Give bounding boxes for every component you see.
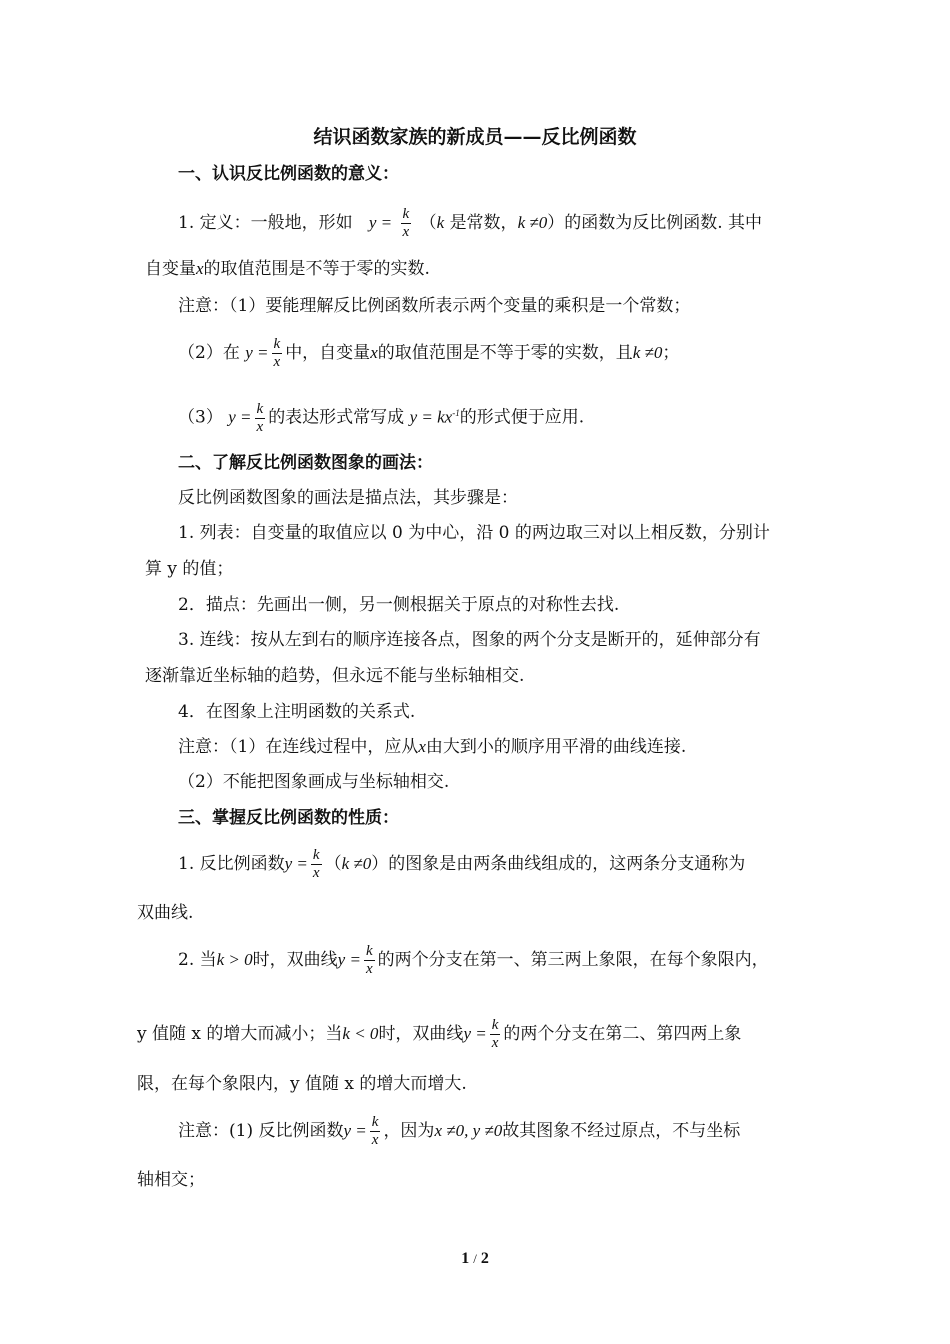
step1-line2: 算 y 的值； bbox=[145, 559, 234, 579]
math-y-eq: y = bbox=[245, 343, 269, 362]
fraction-k-over-x bbox=[272, 336, 283, 371]
fraction-k-over-x bbox=[311, 847, 322, 882]
denominator: x bbox=[256, 418, 264, 435]
fraction-k-over-x bbox=[490, 1017, 501, 1052]
note-text: 的表达形式常写成 bbox=[268, 407, 405, 428]
section2-heading: 二、了解反比例函数图象的画法： bbox=[178, 453, 433, 473]
math-y-eq: y = bbox=[368, 213, 393, 232]
math-x: x bbox=[196, 259, 204, 278]
note-text: 注意：(1) 反比例函数 bbox=[178, 1121, 344, 1141]
definition-text: 1. 定义：一般地，形如 bbox=[178, 213, 353, 233]
math-y-eq: y = bbox=[337, 950, 361, 969]
step1-line1: 1. 列表：自变量的取值应以 0 为中心，沿 0 的两边取三对以上相反数，分别计 bbox=[178, 523, 770, 543]
denominator: x bbox=[273, 354, 281, 370]
numerator: k bbox=[312, 847, 320, 863]
note-text: 注意：（1）在连线过程中，应从 bbox=[178, 737, 419, 757]
section2-note2: （2）不能把图象画成与坐标轴相交. bbox=[178, 772, 450, 792]
property-text: 1. 反比例函数 bbox=[178, 854, 285, 874]
page-total: 2 bbox=[480, 1250, 489, 1267]
property2-line1 bbox=[178, 937, 769, 983]
definition-text: 自变量 bbox=[145, 259, 196, 279]
property-text: 的两个分支在第一、第三两上象限，在每个象限内， bbox=[377, 950, 769, 970]
note-text: 故其图象不经过原点，不与坐标 bbox=[502, 1121, 741, 1141]
note-text: ； bbox=[662, 343, 680, 363]
math-k-gt-0: k > 0 bbox=[216, 950, 253, 969]
section2-note1 bbox=[178, 736, 686, 758]
note3 bbox=[178, 390, 584, 441]
note-text: 的形式便于应用. bbox=[459, 407, 585, 428]
paren-open: （ bbox=[324, 854, 342, 874]
page-separator: / bbox=[473, 1251, 477, 1266]
note-text: 由大到小的顺序用平滑的曲线连接. bbox=[425, 737, 687, 757]
section1-heading: 一、认识反比例函数的意义： bbox=[178, 164, 399, 184]
property-text: 时，双曲线 bbox=[252, 950, 338, 970]
math-k-ne-0: k ≠0 bbox=[632, 343, 663, 362]
numerator: k bbox=[402, 206, 410, 222]
math-y-eq: y = bbox=[228, 407, 252, 427]
property-text: 的两个分支在第二、第四两上象 bbox=[503, 1024, 742, 1044]
step4: 4．在图象上注明函数的关系式. bbox=[178, 702, 416, 722]
numerator: k bbox=[365, 943, 373, 959]
property-text: 时，双曲线 bbox=[378, 1024, 464, 1044]
math-k-lt-0: k < 0 bbox=[342, 1024, 379, 1043]
math-k-ne-0: k ≠0 bbox=[517, 213, 548, 232]
numerator: k bbox=[273, 336, 281, 352]
denominator: x bbox=[491, 1035, 499, 1051]
note-text: ，因为 bbox=[383, 1121, 435, 1141]
note-text: （3） bbox=[178, 407, 223, 428]
math-x: x bbox=[418, 737, 426, 756]
paren-open: （ bbox=[419, 213, 437, 233]
fraction-k-over-x bbox=[255, 401, 266, 436]
note2 bbox=[178, 330, 679, 376]
fraction-k-over-x bbox=[401, 206, 412, 241]
property-text: ）的图象是由两条曲线组成的，这两条分支通称为 bbox=[371, 854, 746, 874]
definition-text: 的取值范围是不等于零的实数. bbox=[203, 259, 430, 279]
math-k-ne-0: k ≠0 bbox=[341, 854, 372, 873]
section3-note-line2: 轴相交； bbox=[137, 1170, 205, 1190]
math-x-y-ne-0: x ≠0, y ≠0 bbox=[434, 1121, 503, 1140]
math-y-eq-kx: y = kx bbox=[409, 407, 453, 427]
step2: 2．描点：先画出一侧，另一侧根据关于原点的对称性去找. bbox=[178, 595, 620, 615]
property2-line3: 限，在每个象限内，y 值随 x 的增大而增大. bbox=[137, 1074, 467, 1094]
property1-line2: 双曲线. bbox=[137, 903, 194, 923]
fraction-k-over-x bbox=[364, 943, 375, 978]
math-y-eq: y = bbox=[343, 1121, 367, 1140]
definition-text: 是常数， bbox=[449, 213, 518, 233]
numerator: k bbox=[491, 1017, 499, 1033]
numerator: k bbox=[371, 1114, 379, 1130]
property-text: y 值随 x 的增大而减小；当 bbox=[137, 1024, 343, 1044]
page-current: 1 bbox=[461, 1250, 470, 1267]
section3-heading: 三、掌握反比例函数的性质： bbox=[178, 808, 399, 828]
math-y-eq: y = bbox=[463, 1024, 487, 1043]
definition-line2 bbox=[145, 258, 430, 280]
step3-line2: 逐渐靠近坐标轴的趋势，但永远不能与坐标轴相交. bbox=[145, 666, 525, 686]
denominator: x bbox=[402, 224, 410, 240]
note1: 注意：（1）要能理解反比例函数所表示两个变量的乘积是一个常数； bbox=[178, 296, 691, 316]
math-x: x bbox=[370, 343, 378, 362]
property2-line2 bbox=[137, 1011, 741, 1057]
definition-text: ）的函数为反比例函数. 其中 bbox=[547, 213, 763, 233]
math-k: k bbox=[436, 213, 445, 232]
section3-note-line1 bbox=[178, 1108, 740, 1154]
denominator: x bbox=[365, 961, 373, 977]
property-text: 2. 当 bbox=[178, 950, 217, 970]
math-y-eq: y = bbox=[284, 854, 308, 873]
page-number bbox=[0, 1250, 950, 1268]
document-title: 结识函数家族的新成员——反比例函数 bbox=[313, 126, 637, 148]
denominator: x bbox=[312, 865, 320, 881]
note-text: 中，自变量 bbox=[285, 343, 371, 363]
step3-line1: 3. 连线：按从左到右的顺序连接各点，图象的两个分支是断开的，延伸部分有 bbox=[178, 630, 761, 650]
note-text: （2）在 bbox=[178, 343, 240, 363]
note-text: 的取值范围是不等于零的实数，且 bbox=[377, 343, 633, 363]
property1-line1 bbox=[178, 841, 745, 887]
section2-intro: 反比例函数图象的画法是描点法，其步骤是： bbox=[178, 488, 518, 508]
numerator: k bbox=[256, 400, 264, 417]
denominator: x bbox=[371, 1132, 379, 1148]
fraction-k-over-x bbox=[370, 1114, 381, 1149]
math-exponent: -1 bbox=[452, 408, 460, 418]
definition-line1 bbox=[178, 200, 762, 246]
